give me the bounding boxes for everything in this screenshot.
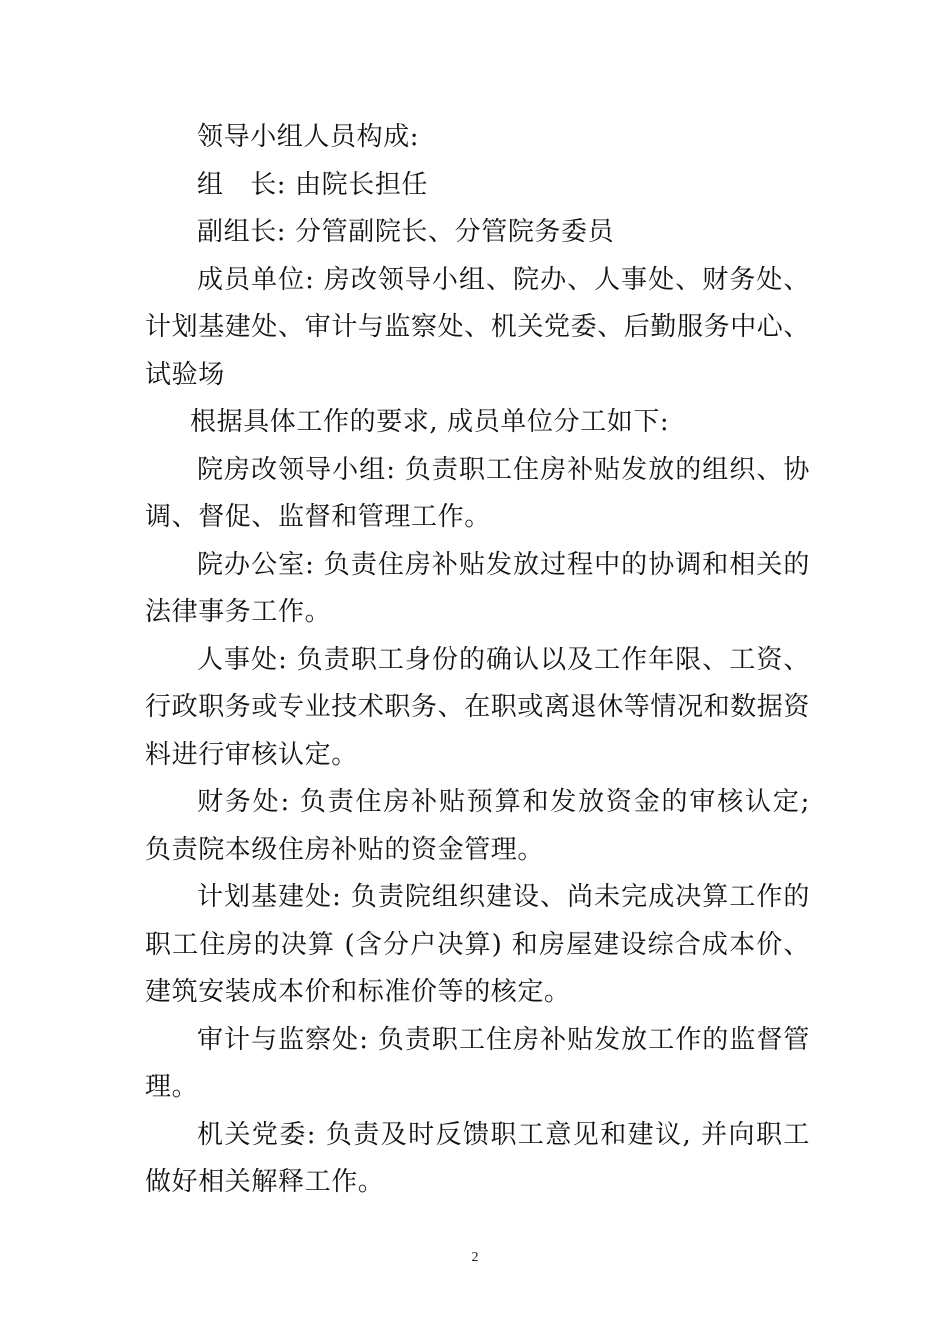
paragraph-housing-reform-group: 院房改领导小组: 负责职工住房补贴发放的组织、协调、督促、监督和管理工作。 [145,454,810,532]
paragraph-deputy-leader: 副组长: 分管副院长、分管院务委员 [197,217,615,247]
page-number: 2 [471,1250,479,1265]
paragraph-general-office: 院办公室: 负责住房补贴发放过程中的协调和相关的法律事务工作。 [145,549,810,627]
paragraph-member-units: 成员单位: 房改领导小组、院办、人事处、财务处、计划基建处、审计与监察处、机关党委、后勤服务中心、试验场 [145,264,811,390]
paragraph-personnel-office: 人事处: 负责职工身份的确认以及工作年限、工资、行政职务或专业技术职务、在职或离退休等情况和数据资料进行审核认定。 [145,644,811,770]
paragraph-group-leader: 组 长: 由院长担任 [197,169,429,200]
paragraph-division-of-work: 根据具体工作的要求, 成员单位分工如下: [190,407,670,437]
paragraph-audit-supervision-office: 审计与监察处: 负责职工住房补贴发放工作的监督管理。 [145,1024,810,1102]
paragraph-leadership-composition: 领导小组人员构成: [197,122,420,152]
paragraph-planning-construction-office: 计划基建处: 负责院组织建设、尚未完成决算工作的职工住房的决算 (含分户决算) 和房屋建设综合成本价、建筑安装成本价和标准价等的核定。 [145,882,810,1007]
document-body [145,114,810,1207]
paragraph-finance-office: 财务处: 负责住房补贴预算和发放资金的审核认定; 负责院本级住房补贴的资金管理。 [145,787,810,865]
paragraph-party-committee: 机关党委: 负责及时反馈职工意见和建议, 并向职工做好相关解释工作。 [145,1119,810,1197]
